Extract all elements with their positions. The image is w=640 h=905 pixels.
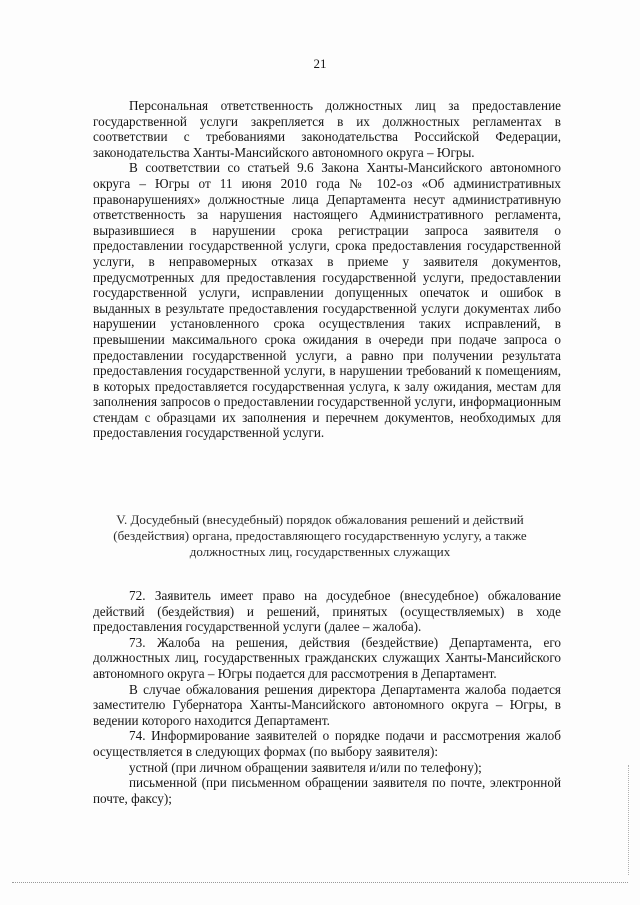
paragraph: письменной (при письменном обращении заявителя по почте, электронной почте, факсу);: [93, 775, 561, 806]
page-number: 21: [313, 56, 327, 71]
paragraph: Персональная ответственность должностных лиц за предоставление государственной услуги закрепляется в их должностных регламентах в соответствии с требованиями законодательства Российской Федерации, законодательства Ханты-Мансийского автономного округа – Югры.: [93, 98, 561, 160]
section-heading: V. Досудебный (внесудебный) порядок обжалования решений и действий (бездействия) органа, предоставляющего государственную услугу, а также должностных лиц, государственных служащих: [113, 512, 527, 559]
paragraph: В случае обжалования решения директора Департамента жалоба подается заместителю Губернатора Ханты-Мансийского автономного округа – Югры, в ведении которого находится Департамент.: [93, 681, 561, 728]
text-block-appeal: [93, 588, 561, 806]
scan-edge-line: [12, 882, 628, 883]
paragraph: 73. Жалоба на решения, действия (бездействие) Департамента, его должностных лиц, государственных гражданских служащих Ханты-Мансийского автономного округа – Югры подается для рассмотрения в Департамент.: [93, 634, 561, 681]
paragraph: 74. Информирование заявителей о порядке подачи и рассмотрения жалоб осуществляется в следующих формах (по выбору заявителя):: [93, 728, 561, 759]
text-block-responsibility: [93, 98, 561, 441]
paragraph: 72. Заявитель имеет право на досудебное (внесудебное) обжалование действий (бездействия) и решений, принятых (осуществляемых) в ходе предоставления государственной услуги (далее – жалоба).: [93, 588, 561, 635]
scan-edge-mark: [628, 765, 630, 875]
paragraph: В соответствии со статьей 9.6 Закона Ханты-Мансийского автономного округа – Югры от 11 июня 2010 года № 102-оз «Об административных правонарушениях» должностные лица Департамента несут административную ответственность за нарушения настоящего Административного регламента, выразившиеся в нарушении срока регистрации запроса заявителя о предоставлении государственной услуги, срока предоставления государственной услуги, в неправомерных отказах в приеме у заявителя документов, предусмотренных для предоставления государственной услуги, предоставлении государственной услуги, исправлении допущенных опечаток и ошибок в выданных в результате предоставления государственной услуги документах либо нарушении установленного срока осуществления таких исправлений, в превышении максимального срока ожидания в очереди при подаче запроса о предоставлении государственной услуги, а равно при получении результата предоставления государственной услуги, в нарушении требований к помещениям, в которых предоставляется государственная услуга, к залу ожидания, местам для заполнения запросов о предоставлении государственной услуги, информационным стендам с образцами их заполнения и перечнем документов, необходимых для предоставления государственной услуги.: [93, 160, 561, 441]
paragraph: устной (при личном обращении заявителя и/или по телефону);: [129, 759, 482, 775]
